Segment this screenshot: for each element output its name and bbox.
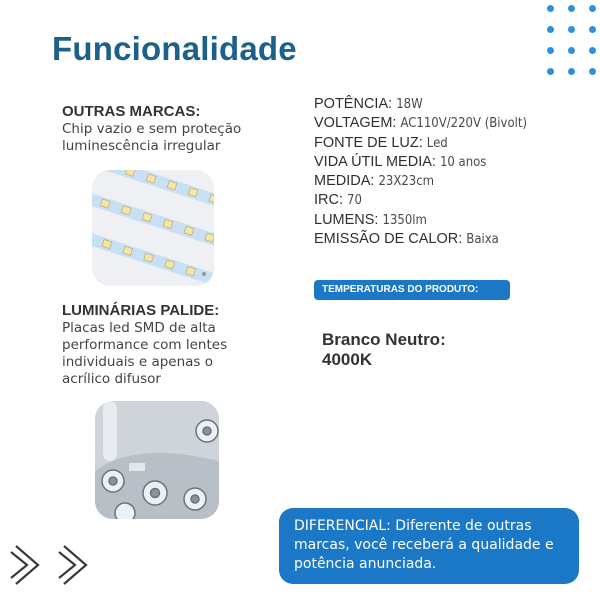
palide-line: individuais e apenas o <box>62 354 213 370</box>
spec-key: EMISSÃO DE CALOR: <box>314 231 463 248</box>
palide-section <box>62 302 282 388</box>
temperature-kelvin: 4000K <box>322 350 373 369</box>
palide-line: Placas led SMD de alta <box>62 320 216 336</box>
spec-value: Led <box>426 135 448 151</box>
spec-value: 23X23cm <box>378 174 435 190</box>
spec-key: FONTE DE LUZ: <box>314 134 423 151</box>
palide-heading: LUMINÁRIAS PALIDE: <box>62 302 220 319</box>
spec-value: AC110V/220V (Bivolt) <box>400 116 528 132</box>
spec-key: POTÊNCIA: <box>314 96 393 112</box>
spec-row <box>314 114 527 133</box>
spec-list <box>314 95 527 249</box>
spec-value: 10 anos <box>439 154 487 170</box>
differential-line: DIFERENCIAL: Diferente de outras <box>294 518 532 534</box>
dots-grid-icon <box>540 2 600 82</box>
spec-key: IRC: <box>314 192 343 209</box>
chevron-right-icon <box>56 542 96 588</box>
other-brands-section <box>62 103 282 155</box>
spec-value: Baixa <box>466 232 499 248</box>
spec-value: 70 <box>347 193 362 209</box>
palide-line: acrílico difusor <box>62 371 161 387</box>
spec-row <box>314 153 527 172</box>
differential-line: potência anunciada. <box>294 556 437 572</box>
differential-line: marcas, você receberá a qualidade e <box>294 537 554 553</box>
temperature-value <box>322 330 446 370</box>
temperature-badge: TEMPERATURAS DO PRODUTO: <box>314 280 510 300</box>
other-brands-led-board-image <box>92 170 214 286</box>
spec-value: 18W <box>396 97 423 112</box>
other-brands-line: Chip vazio e sem proteção <box>62 121 242 137</box>
palide-line: performance com lentes <box>62 337 228 353</box>
spec-row <box>314 211 527 230</box>
palide-led-lens-image <box>95 401 219 519</box>
spec-row <box>314 191 527 210</box>
other-brands-heading: OUTRAS MARCAS: <box>62 103 201 120</box>
spec-row <box>314 172 527 191</box>
spec-key: LUMENS: <box>314 211 379 228</box>
differential-callout <box>279 508 579 584</box>
spec-row <box>314 230 527 249</box>
spec-key: MEDIDA: <box>314 173 375 190</box>
page-title: Funcionalidade <box>52 30 297 67</box>
spec-row <box>314 134 527 153</box>
spec-value: 1350lm <box>382 212 427 228</box>
other-brands-line: luminescência irregular <box>62 138 221 154</box>
spec-key: VOLTAGEM: <box>314 115 397 132</box>
temperature-label: Branco Neutro: <box>322 330 446 349</box>
spec-key: VIDA ÚTIL MEDIA: <box>314 153 436 170</box>
spec-row <box>314 95 527 114</box>
chevron-right-icon <box>8 542 48 588</box>
